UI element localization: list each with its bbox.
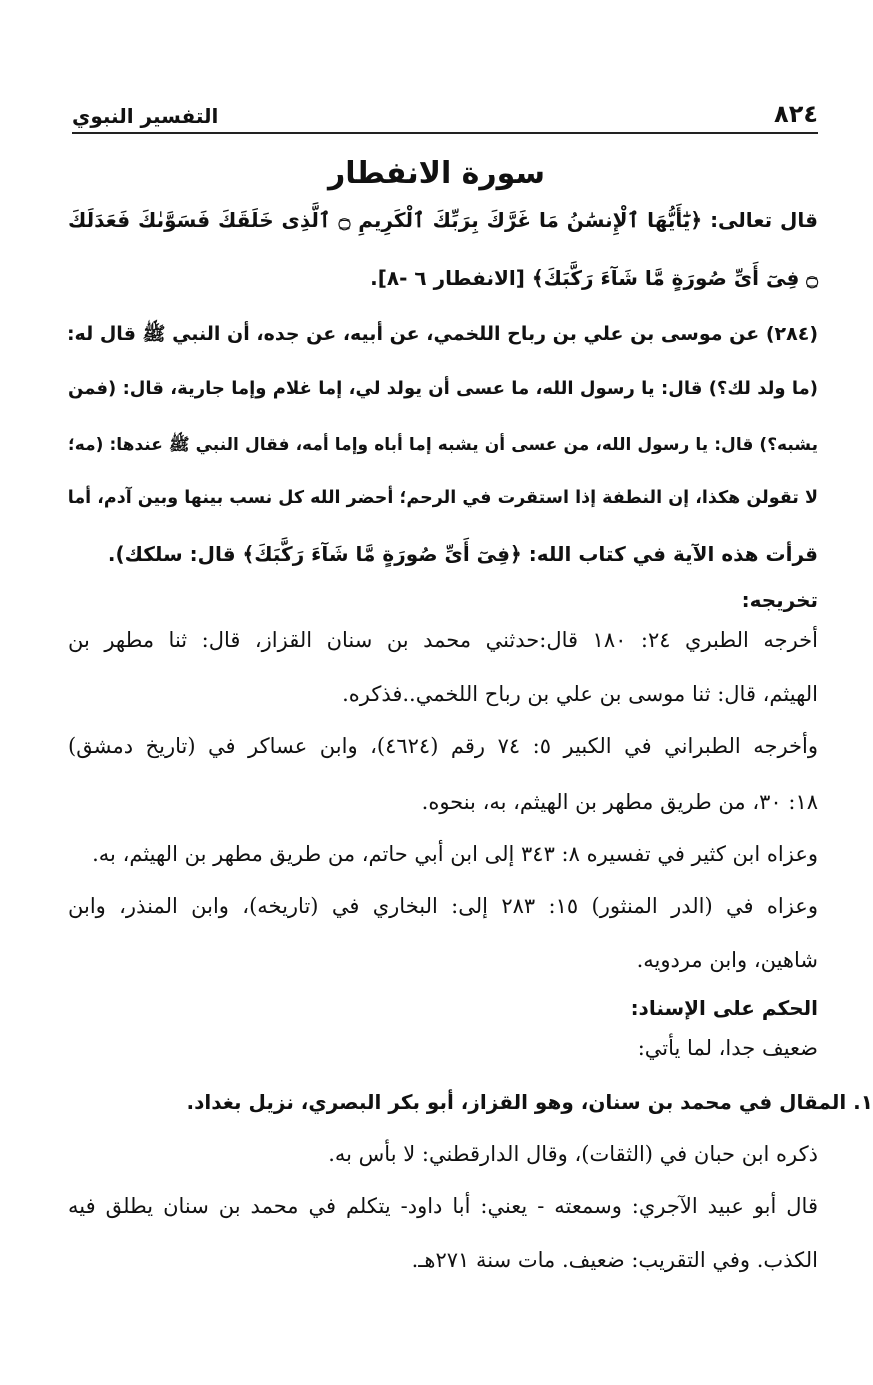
takhrij-line-7: شاهين، وابن مردويه. [636,948,818,972]
takhrij-line-1: أخرجه الطبري ٢٤: ١٨٠ قال:حدثني محمد بن سنان القزاز، قال: ثنا مطهر بن [68,628,818,652]
verse-line-1: قال تعالى: ﴿يَٰٓأَيُّهَا ٱلْإِنسَٰنُ مَا غَرَّكَ بِرَبِّكَ ٱلْكَرِيمِ ۝ ٱلَّذِى خَلَقَكَ فَسَوَّىٰكَ فَعَدَلَكَ [68,208,818,232]
hukm-line-2: ذكره ابن حبان في (الثقات)، وقال الدارقطني: لا بأس به. [328,1142,818,1166]
hadith-line-5: قرأت هذه الآية في كتاب الله: ﴿فِىٓ أَىِّ صُورَةٍ مَّا شَآءَ رَكَّبَكَ﴾ قال: سلكك). [107,542,818,566]
takhrij-line-4: ١٨: ٣٠، من طريق مطهر بن الهيثم، به، بنحوه. [421,790,818,814]
section-heading-takhrij: تخريجه: [741,588,818,612]
hukm-point-1: ١. المقال في محمد بن سنان، وهو القزاز، أبو بكر البصري، نزيل بغداد. [186,1090,873,1114]
hukm-line-1: ضعيف جدا، لما يأتي: [637,1036,818,1060]
hadith-line-2: (ما ولد لك؟) قال: يا رسول الله، ما عسى أن يولد لي، إما غلام وإما جارية، قال: (فمن [68,378,818,399]
book-title: التفسير النبوي [72,104,219,128]
hadith-line-3: يشبه؟) قال: يا رسول الله، من عسى أن يشبه إما أباه وإما أمه، فقال النبي ﷺ عندها: (مه؛ [68,435,818,455]
takhrij-line-2: الهيثم، قال: ثنا موسى بن علي بن رباح اللخمي..فذكره. [342,682,818,706]
section-heading-hukm: الحكم على الإسناد: [630,996,818,1020]
hukm-line-4: الكذب. وفي التقريب: ضعيف. مات سنة ٢٧١هـ. [411,1248,818,1272]
hadith-line-1: (٢٨٤) عن موسى بن علي بن رباح اللخمي، عن أبيه، عن جده، أن النبي ﷺ قال له: [66,323,818,345]
surah-title: سورة الانفطار [328,156,545,191]
verse-line-2: ۝ فِىٓ أَىِّ صُورَةٍ مَّا شَآءَ رَكَّبَكَ﴾ [الانفطار ٦ -٨]. [370,266,818,290]
hukm-line-3: قال أبو عبيد الآجري: وسمعته - يعني: أبا داود- يتكلم في محمد بن سنان يطلق فيه [68,1194,818,1218]
page-number: ٨٢٤ [774,100,818,128]
running-header [72,98,818,134]
hadith-line-4: لا تقولن هكذا، إن النطفة إذا استقرت في الرحم؛ أحضر الله كل نسب بينها وبين آدم، أما [67,488,818,508]
takhrij-line-5: وعزاه ابن كثير في تفسيره ٨: ٣٤٣ إلى ابن أبي حاتم، من طريق مطهر بن الهيثم، به. [92,842,818,866]
takhrij-line-6: وعزاه في (الدر المنثور) ١٥: ٢٨٣ إلى: البخاري في (تاريخه)، وابن المنذر، وابن [68,894,818,918]
takhrij-line-3: وأخرجه الطبراني في الكبير ٥: ٧٤ رقم (٤٦٢٤)، وابن عساكر في (تاريخ دمشق) [68,734,818,758]
